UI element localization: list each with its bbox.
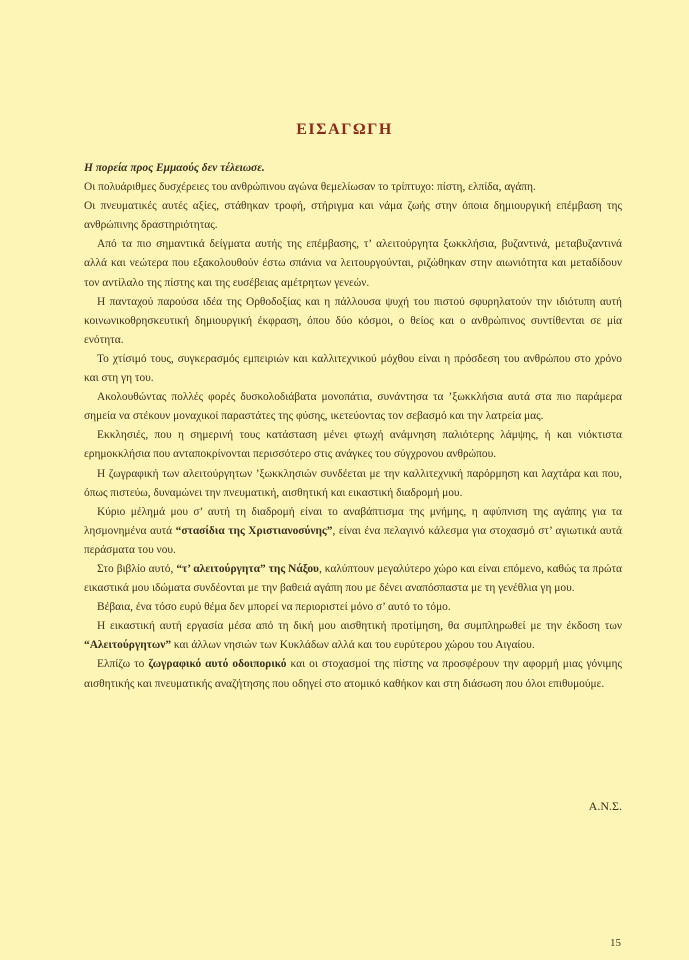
page-number: 15 [610, 937, 621, 949]
bold-phrase: “στασίδια της Χριστιανοσύνης” [175, 524, 333, 537]
paragraph [84, 560, 622, 598]
paragraph: Ακολουθώντας πολλές φορές δυσκολοδιάβατα μονοπάτια, συνάντησα τα ’ξωκκλήσια αυτά στα πιο παράμερα σημεία να στέκουν μοναχικοί παραστάτες της φύσης, ικετεύοντας τον σεβασμό και την λατρεία μας. [84, 391, 622, 423]
page-title: ΕΙΣΑΓΩΓΗ [296, 121, 393, 138]
bold-phrase: “Αλειτούργητων” [84, 639, 172, 652]
bold-phrase: “τ’ αλειτούργητα” της Νάξου [176, 562, 319, 575]
text-run: και άλλων νησιών των Κυκλάδων αλλά και του ευρύτερου χώρου του Αιγαίου. [171, 639, 535, 652]
paragraph: Οι πνευματικές αυτές αξίες, στάθηκαν τροφή, στήριγμα και νάμα ζωής στην όποια δημιουργική επέμβαση της ανθρώπινης δραστηριότητας. [84, 200, 622, 232]
subtitle: Η πορεία προς Εμμαούς δεν τέλειωσε. [84, 162, 265, 174]
text-run: Στο βιβλίο αυτό, [97, 562, 177, 575]
paragraph: Η πανταχού παρούσα ιδέα της Ορθοδοξίας και η πάλλουσα ψυχή του πιστού σφυρηλατούν την ιδιότυπη αυτή κοινωνικοθρησκευτική δημιουργική έκφραση, όπου δύο κόσμοι, ο θείος και ο ανθρώπινος συντίθενται σε μία ενότητα. [84, 295, 622, 346]
body-text [84, 159, 622, 694]
paragraph: Οι πολυάριθμες δυσχέρειες του ανθρώπινου αγώνα θεμελίωσαν το τρίπτυχο: πίστη, ελπίδα, αγάπη. [84, 181, 536, 194]
paragraph [84, 617, 622, 655]
paragraph: Εκκλησιές, που η σημερινή τους κατάσταση μένει φτωχή ανάμνηση παλιότερης λάμψης, ή και νιόκτιστα ερημοκκλήσια που ανταποκρίνονται περισσότερο στις ανάγκες του σύγχρονου ανθρώπου. [84, 429, 622, 461]
text-run: Κύριο μέλημά μου σ’ αυτή τη διαδρομή είναι το αναβάπτισμα της μνήμης, η αφύπνιση της αγάπης για τα λησμονημένα αυτά [84, 505, 622, 537]
paragraph: Από τα πιο σημαντικά δείγματα αυτής της επέμβασης, τ’ αλειτούργητα ξωκκλήσια, βυζαντινά, μεταβυζαντινά αλλά και νεώτερα που εξακολουθούν έστω σπάνια να λειτουργούνται, ριζώθηκαν στην αιωνιότητα και μεταδίδουν τον αντίλαλο της πίστης και της ευσέβειας αμέτρητων γενεών. [84, 238, 622, 289]
bold-phrase: ζωγραφικό αυτό οδοιπορικό [148, 658, 287, 671]
text-run: και οι στοχασμοί της πίστης να προσφέρουν την αφορμή μιας γόνιμης αισθητικής και πνευματικής αναζήτησης που οδηγεί στο ατομικό καθήκον και στη διάσωση που όλοι επιθυμούμε. [84, 658, 622, 690]
paragraph [84, 655, 622, 693]
paragraph: Βέβαια, ένα τόσο ευρύ θέμα δεν μπορεί να περιοριστεί μόνο σ’ αυτό το τόμο. [97, 601, 451, 614]
text-run: Η εικαστική αυτή εργασία μέσα από τη δική μου αισθητική προτίμηση, θα συμπληρωθεί με την έκδοση των [97, 620, 622, 633]
paragraph [84, 503, 622, 560]
text-run: Ελπίζω το [97, 658, 149, 671]
paragraph: Η ζωγραφική των αλειτούργητων ’ξωκκλησιών συνδέεται με την καλλιτεχνική παρόρμηση και λαχτάρα και που, όπως πιστεύω, δυναμώνει την πνευματική, αισθητική και εικαστική διαδρομή μου. [84, 467, 622, 499]
signature: Α.Ν.Σ. [588, 799, 622, 813]
paragraph: Το χτίσιμό τους, συγκερασμός εμπειριών και καλλιτεχνικού μόχθου είναι η πρόσδεση του ανθρώπου στο χρόνο και στη γη του. [84, 352, 622, 385]
text-run: , είναι ένα πελαγινό κάλεσμα για στοχασμό στ’ αγιωτικά αυτά περάσματα του νου. [84, 524, 622, 556]
text-run: , καλύπτουν μεγαλύτερο χώρο και είναι επόμενο, καθώς τα πρώτα εικαστικά μου ιδώματα συνδέονται με την βαθειά αγάπη που με δένει αναπόσπαστα με τη γενέθλια γη μου. [84, 562, 623, 595]
